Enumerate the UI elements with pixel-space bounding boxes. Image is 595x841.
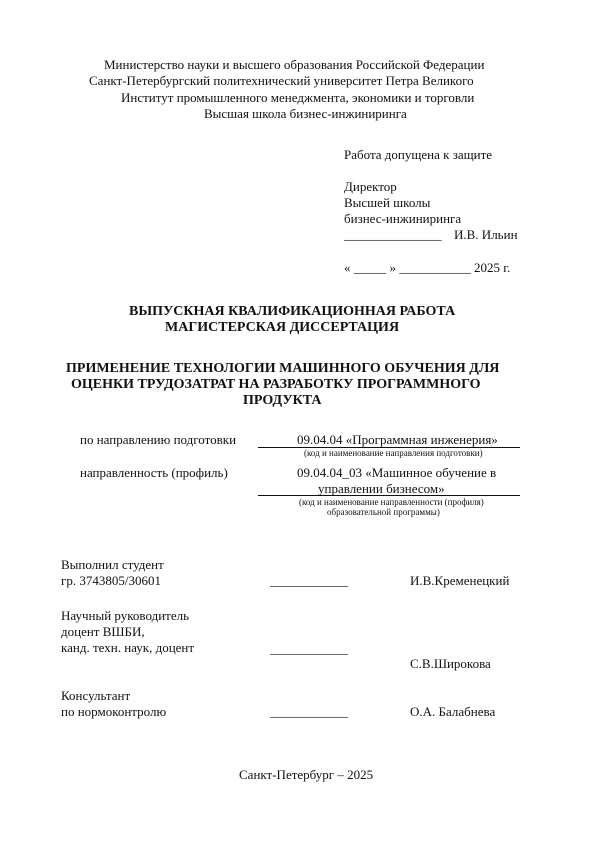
supervisor-name: С.В.Широкова bbox=[410, 656, 491, 671]
university-name: Санкт-Петербургский политехнический университет Петра Великого bbox=[89, 73, 474, 88]
profile-caption-line-1: (код и наименование направленности (профиля) bbox=[299, 497, 484, 507]
student-signature-line: ____________ bbox=[270, 573, 348, 588]
director-name: И.В. Ильин bbox=[454, 227, 518, 242]
direction-value: 09.04.04 «Программная инженерия» bbox=[297, 432, 498, 447]
thesis-title-line-2: ОЦЕНКИ ТРУДОЗАТРАТ НА РАЗРАБОТКУ ПРОГРАММНОГО bbox=[71, 377, 481, 392]
consultant-role-line-2: по нормоконтролю bbox=[61, 704, 167, 719]
direction-caption: (код и наименование направления подготовки) bbox=[304, 448, 483, 458]
supervisor-role-line-2: доцент ВШБИ, bbox=[61, 624, 145, 639]
profile-underline bbox=[258, 495, 520, 496]
profile-label: направленность (профиль) bbox=[80, 465, 228, 480]
thesis-title-line-3: ПРОДУКТА bbox=[243, 393, 322, 408]
admitted-to-defense: Работа допущена к защите bbox=[344, 147, 493, 162]
thesis-title-line-1: ПРИМЕНЕНИЕ ТЕХНОЛОГИИ МАШИННОГО ОБУЧЕНИЯ ДЛЯ bbox=[66, 361, 500, 376]
student-group: гр. 3743805/30601 bbox=[61, 573, 161, 588]
supervisor-role-line-1: Научный руководитель bbox=[61, 608, 190, 623]
consultant-signature-line: ____________ bbox=[270, 704, 348, 719]
work-type-title: ВЫПУСКНАЯ КВАЛИФИКАЦИОННАЯ РАБОТА bbox=[129, 304, 456, 319]
director-position-2: Высшей школы bbox=[344, 195, 431, 210]
profile-value-line-2: управлении бизнесом» bbox=[318, 481, 445, 496]
profile-caption-line-2: образовательной программы) bbox=[327, 507, 440, 517]
supervisor-signature-line: ____________ bbox=[270, 641, 348, 656]
director-signature-line: _______________ bbox=[344, 227, 442, 242]
approval-date-line: « _____ » ___________ 2025 г. bbox=[344, 260, 511, 275]
profile-value-line-1: 09.04.04_03 «Машинное обучение в bbox=[297, 465, 497, 480]
ministry-name: Министерство науки и высшего образования Российской Федерации bbox=[104, 57, 485, 72]
direction-label: по направлению подготовки bbox=[80, 432, 237, 447]
consultant-role-line-1: Консультант bbox=[61, 688, 131, 703]
student-name: И.В.Кременецкий bbox=[410, 573, 510, 588]
city-year: Санкт-Петербург – 2025 bbox=[239, 767, 374, 782]
director-position-1: Директор bbox=[344, 179, 397, 194]
institute-name: Институт промышленного менеджмента, экономики и торговли bbox=[121, 90, 475, 105]
supervisor-role-line-3: канд. техн. наук, доцент bbox=[61, 640, 195, 655]
work-type-subtitle: МАГИСТЕРСКАЯ ДИССЕРТАЦИЯ bbox=[165, 320, 400, 335]
school-name: Высшая школа бизнес-инжиниринга bbox=[204, 106, 407, 121]
consultant-name: О.А. Балабнева bbox=[410, 704, 496, 719]
student-role-line-1: Выполнил студент bbox=[61, 557, 164, 572]
director-position-3: бизнес-инжиниринга bbox=[344, 211, 462, 226]
